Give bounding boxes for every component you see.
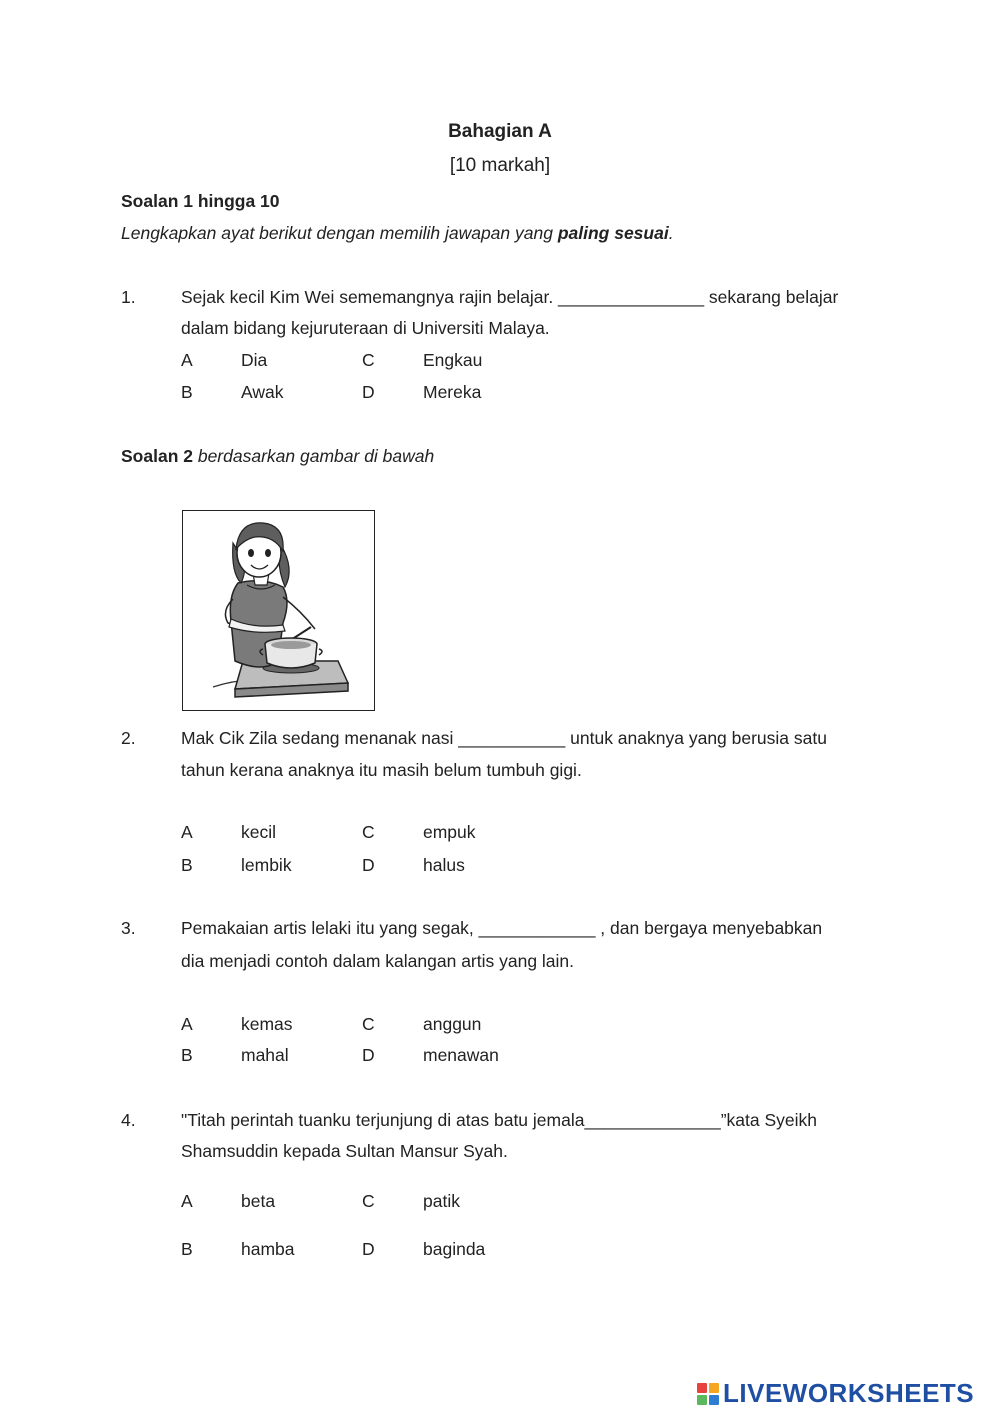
option-letter[interactable]: D: [362, 1045, 375, 1065]
section-marks: [10 markah]: [449, 155, 551, 176]
option-letter[interactable]: B: [181, 855, 193, 875]
question-number: 4.: [121, 1110, 136, 1130]
instruction-text-end: .: [668, 223, 674, 243]
option-text[interactable]: Mereka: [423, 382, 482, 402]
option-letter[interactable]: A: [181, 822, 193, 842]
option-text[interactable]: menawan: [423, 1045, 499, 1065]
option-text[interactable]: beta: [241, 1191, 276, 1211]
question-2-intro-italic: berdasarkan gambar di bawah: [192, 446, 435, 466]
option-letter[interactable]: A: [181, 1191, 193, 1211]
question-text-line-2: dalam bidang kejuruteraan di Universiti Malaya.: [181, 318, 550, 338]
option-text[interactable]: halus: [423, 855, 465, 875]
question-text-line-1: Sejak kecil Kim Wei sememangnya rajin belajar. _______________ sekarang belajar: [181, 287, 839, 307]
logo-square-red: [697, 1383, 707, 1393]
question-text-line-1: Pemakaian artis lelaki itu yang segak, ____________ , dan bergaya menyebabkan: [181, 918, 823, 938]
question-2-intro: [121, 446, 434, 467]
option-letter[interactable]: D: [362, 382, 375, 402]
instruction-text-main: Lengkapkan ayat berikut dengan memilih jawapan yang: [121, 223, 558, 243]
option-text[interactable]: empuk: [423, 822, 476, 842]
question-number: 2.: [121, 728, 136, 748]
option-letter[interactable]: B: [181, 1045, 193, 1065]
option-letter[interactable]: C: [362, 1191, 375, 1211]
option-letter[interactable]: D: [362, 855, 375, 875]
section-title: Bahagian A: [448, 121, 552, 142]
option-letter[interactable]: C: [362, 350, 375, 370]
instruction-emphasis: paling sesuai: [557, 223, 669, 243]
option-text[interactable]: Awak: [241, 382, 284, 402]
option-text[interactable]: lembik: [241, 855, 292, 875]
option-letter[interactable]: A: [181, 350, 193, 370]
question-text-line-2: Shamsuddin kepada Sultan Mansur Syah.: [181, 1141, 508, 1161]
logo-square-blue: [709, 1395, 719, 1405]
option-text[interactable]: Engkau: [423, 350, 483, 370]
cooking-girl-drawing: [183, 511, 373, 709]
instruction-text: [121, 223, 674, 244]
liveworksheets-logo-text: LIVEWORKSHEETS: [723, 1378, 975, 1408]
question-number: 3.: [121, 918, 136, 938]
logo-square-orange: [709, 1383, 719, 1393]
liveworksheets-logo-icon: [697, 1383, 719, 1405]
question-text-line-2: dia menjadi contoh dalam kalangan artis yang lain.: [181, 951, 575, 971]
option-text[interactable]: patik: [423, 1191, 460, 1211]
option-text[interactable]: Dia: [241, 350, 268, 370]
logo-square-green: [697, 1395, 707, 1405]
option-letter[interactable]: B: [181, 382, 193, 402]
option-text[interactable]: anggun: [423, 1014, 482, 1034]
option-text[interactable]: kecil: [241, 822, 277, 842]
question-2-intro-bold: Soalan 2: [121, 446, 193, 466]
option-text[interactable]: mahal: [241, 1045, 289, 1065]
cooking-girl-illustration: [182, 510, 375, 711]
option-letter[interactable]: A: [181, 1014, 193, 1034]
question-number: 1.: [121, 287, 136, 307]
option-letter[interactable]: B: [181, 1239, 193, 1259]
option-letter[interactable]: D: [362, 1239, 375, 1259]
question-text-line-2: tahun kerana anaknya itu masih belum tumbuh gigi.: [181, 760, 582, 780]
liveworksheets-logo[interactable]: [697, 1378, 974, 1409]
question-range-label: Soalan 1 hingga 10: [121, 191, 280, 211]
option-letter[interactable]: C: [362, 1014, 375, 1034]
option-text[interactable]: baginda: [423, 1239, 486, 1259]
question-text-line-1: "Titah perintah tuanku terjunjung di atas batu jemala______________”kata Syeikh: [181, 1110, 818, 1130]
option-text[interactable]: kemas: [241, 1014, 293, 1034]
option-text[interactable]: hamba: [241, 1239, 295, 1259]
option-letter[interactable]: C: [362, 822, 375, 842]
question-text-line-1: Mak Cik Zila sedang menanak nasi ___________ untuk anaknya yang berusia satu: [181, 728, 827, 748]
